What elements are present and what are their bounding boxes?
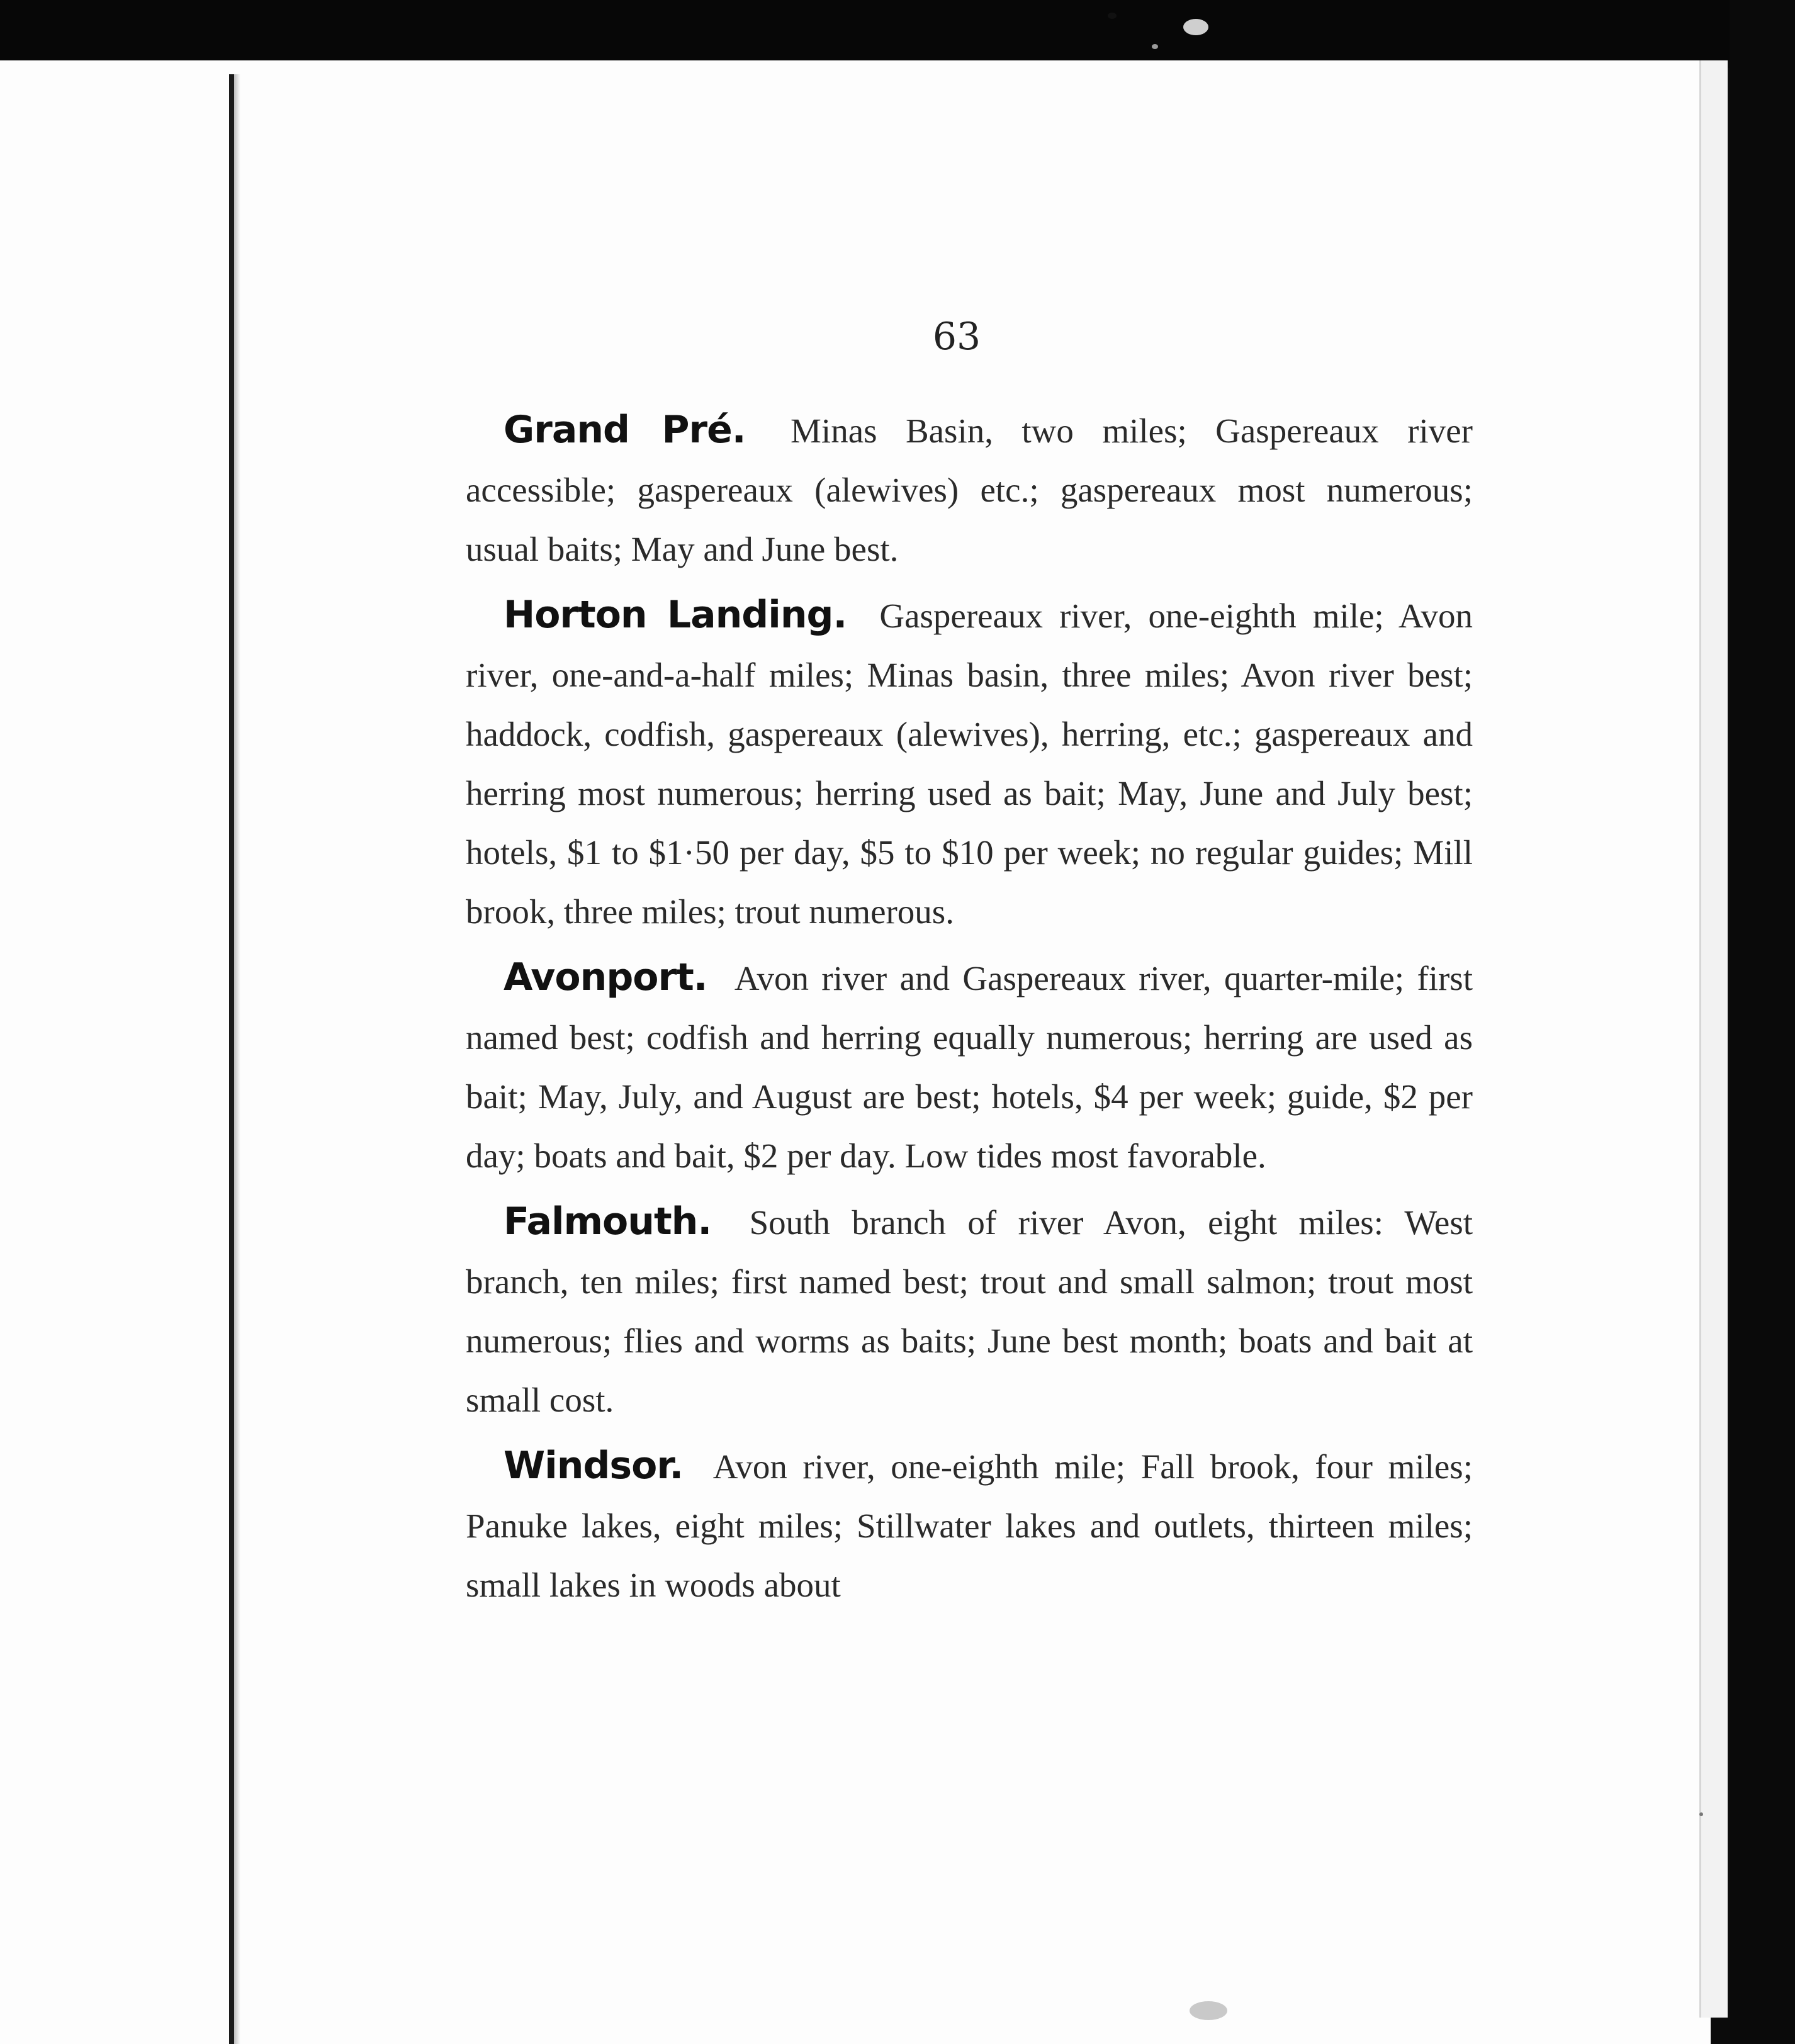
place-name: Falmouth. (504, 1199, 712, 1244)
scan-speck (1183, 19, 1208, 35)
scan-speck (1190, 2001, 1227, 2020)
page-binding-line (229, 74, 234, 2044)
page-fore-edge (1699, 60, 1728, 2018)
entry-text: Minas Basin, two miles; Gaspereaux river accessible; gaspereaux (alewives) etc.; gaspereaux most numerous; usual baits; May and June best. (466, 412, 1473, 568)
entry-windsor (466, 1436, 1473, 1615)
entry-grand-pre (466, 400, 1473, 579)
place-name: Grand Pré. (504, 408, 746, 452)
entry-text: South branch of river Avon, eight miles: West branch, ten miles; first named best; trout and small salmon; trout most numerous; flies and worms as baits; June best month; boats and bait at small cost. (466, 1203, 1473, 1419)
entry-falmouth (466, 1192, 1473, 1430)
scan-border-right (1730, 0, 1795, 2044)
place-name: Horton Landing. (504, 593, 847, 637)
place-name: Windsor. (504, 1444, 684, 1488)
entry-text: Avon river and Gaspereaux river, quarter-mile; first named best; codfish and herring equally numerous; herring are used as bait; May, July, and August are best; hotels, $4 per week; guide, $2 per day; boats and bait, $2 per day. Low tides most favorable. (466, 959, 1473, 1175)
page-number: 63 (932, 315, 981, 359)
place-name: Avonport. (504, 955, 707, 999)
entry-text: Gaspereaux river, one-eighth mile; Avon river, one-and-a-half miles; Minas basin, three miles; Avon river best; haddock, codfish, gaspereaux (alewives), herring, etc.; gaspereaux and herring most numerous; herring used as bait; May, June and July best; hotels, $1 to $1·50 per day, $5 to $10 per week; no regular guides; Mill brook, three miles; trout numerous. (466, 597, 1473, 931)
scan-speck (1699, 1812, 1703, 1816)
entry-text: Avon river, one-eighth mile; Fall brook, four miles; Panuke lakes, eight miles; Stillwater lakes and outlets, thirteen miles; small lakes in woods about (466, 1447, 1473, 1604)
page-binding-shadow (234, 74, 240, 2044)
entry-avonport (466, 948, 1473, 1186)
scan-border-top (0, 0, 1795, 68)
entry-horton-landing (466, 585, 1473, 941)
page-body-text (466, 400, 1473, 1621)
scan-speck (1152, 44, 1158, 49)
scan-speck (1108, 13, 1117, 19)
